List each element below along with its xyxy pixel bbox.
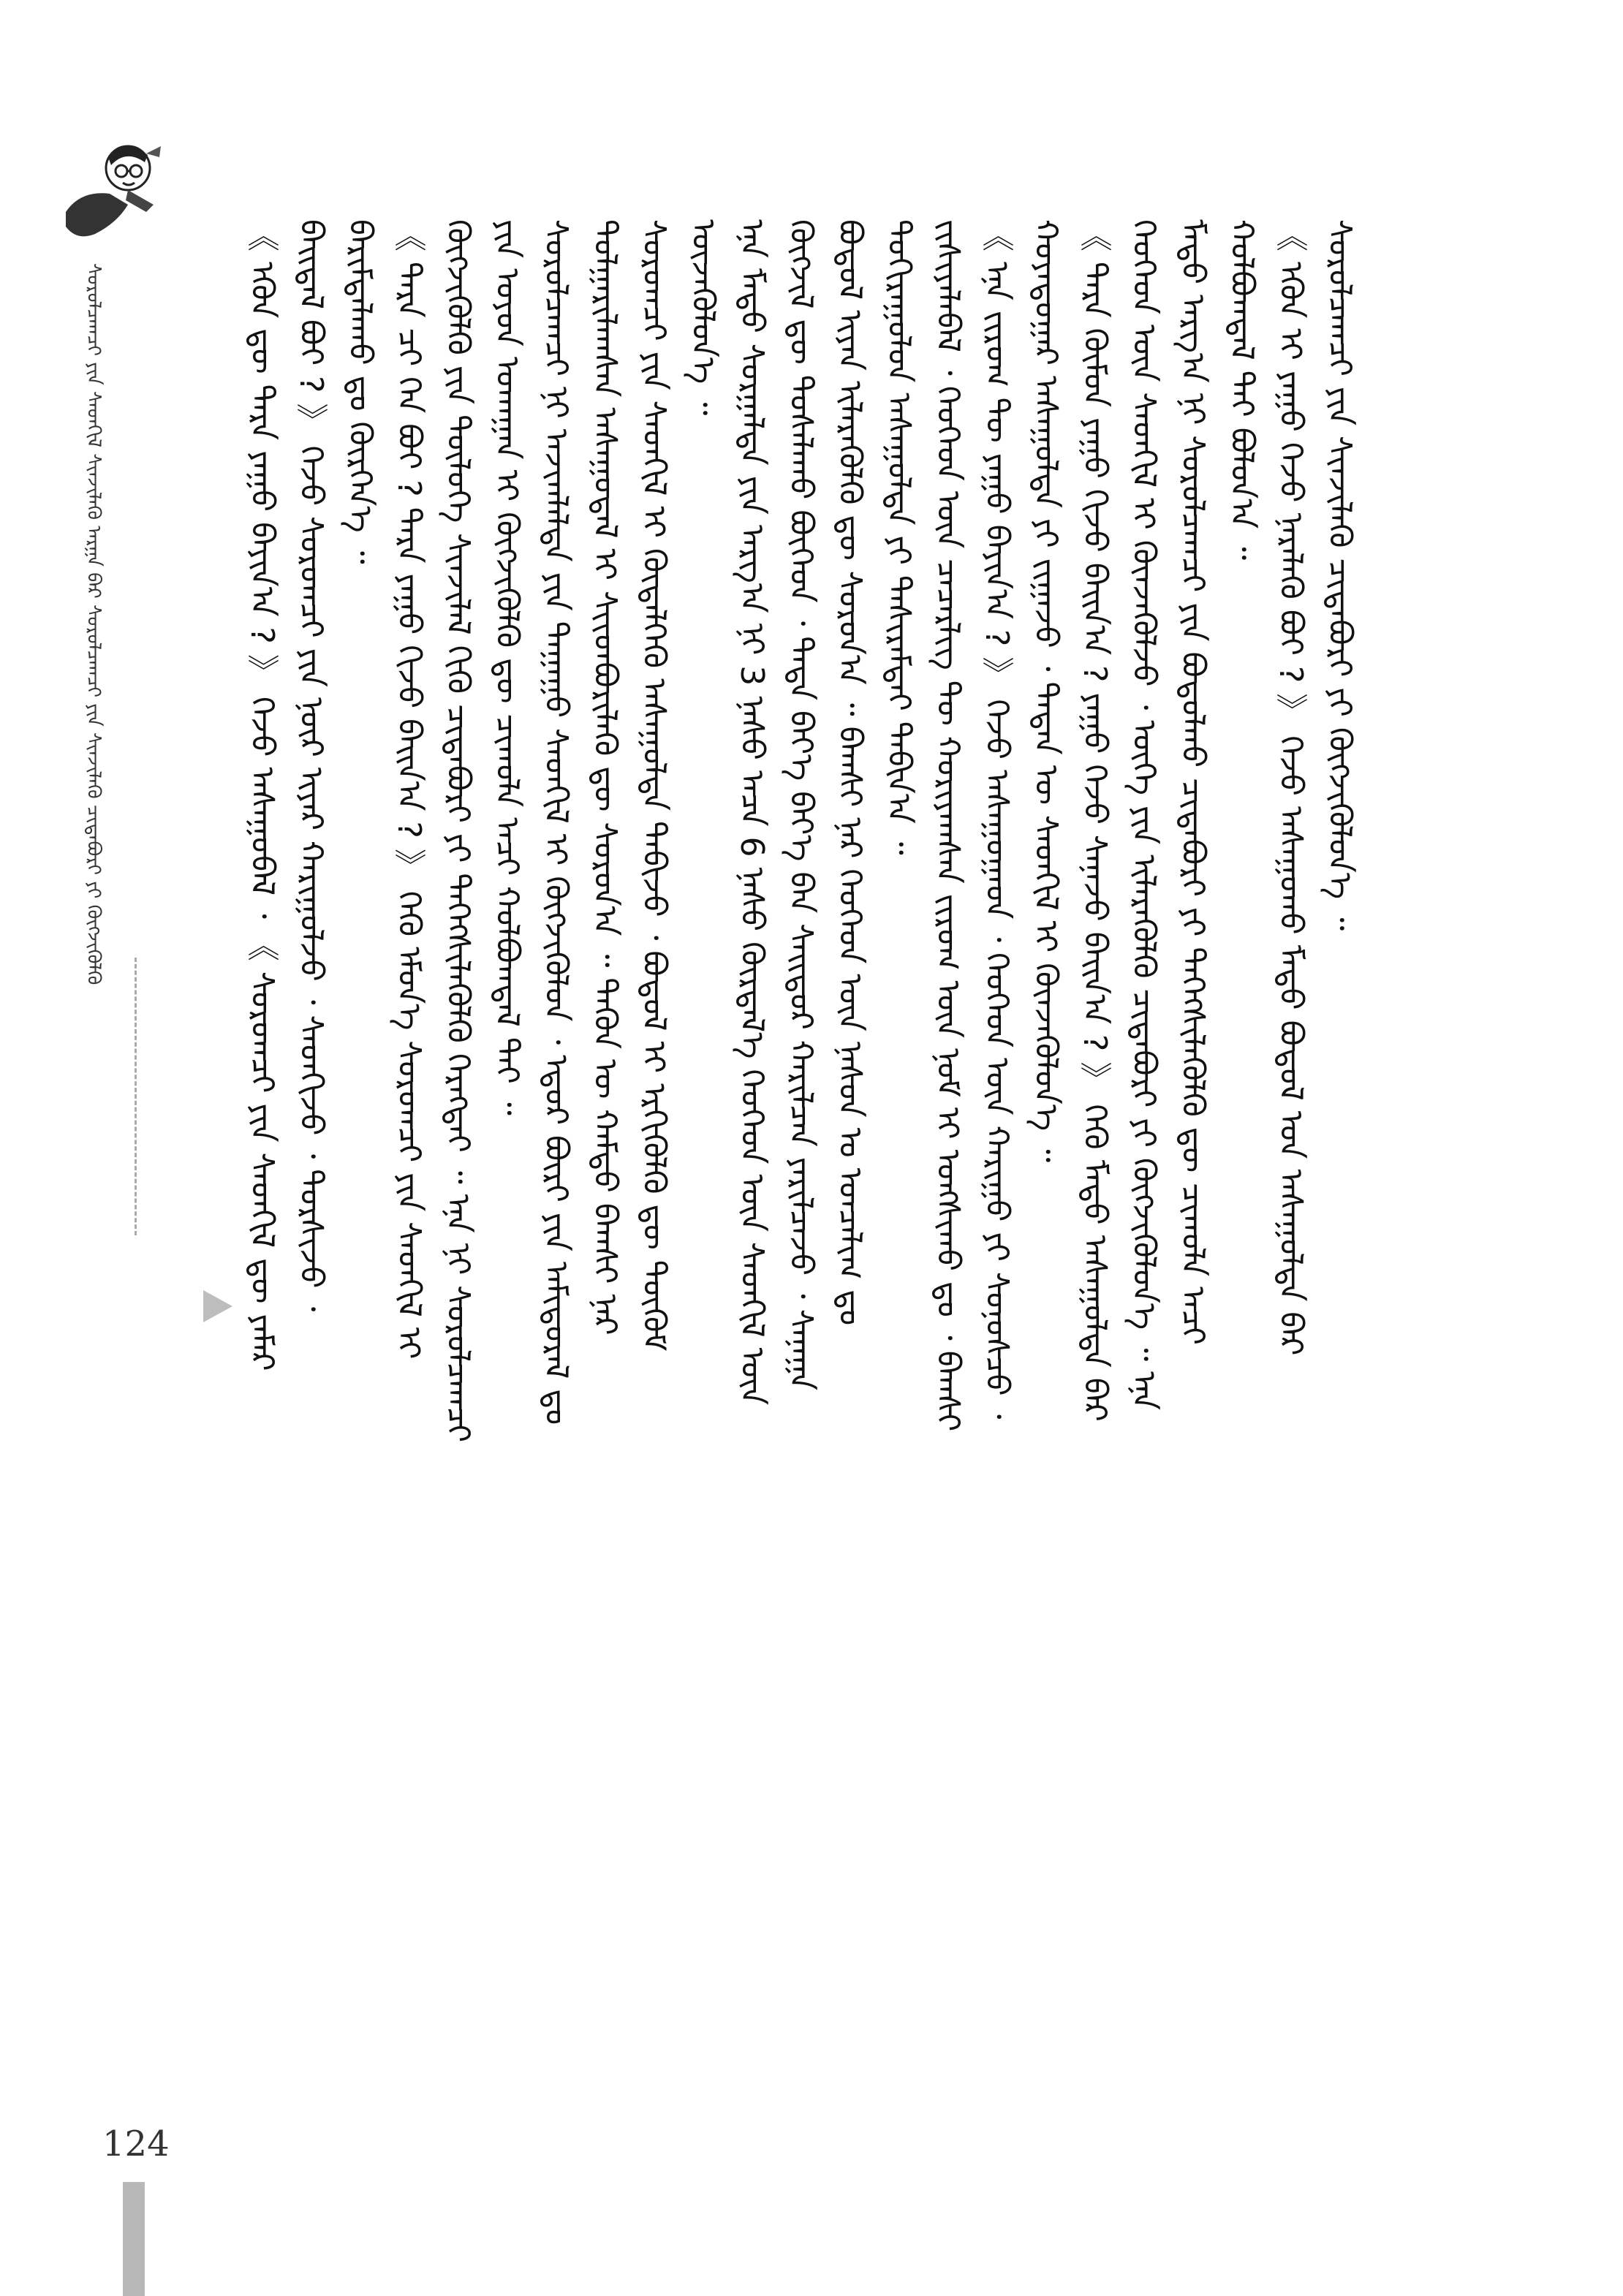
paragraph: 《 ᠡᠭᠦᠨ ᠳᠦ ᠲᠡᠷᠡ ᠶᠠᠭᠤ ᠪᠠᠶᠢᠨ᠎ᠠ ? 》 ᠭᠡᠵᠦ ᠠᠰᠠᠭᠤᠪᠠᠯ ᠂ 《 ᠰᠤᠷᠤᠭᠴᠢ ᠶᠢᠨ ᠰᠡᠳᠬᠢᠯ ᠳᠦ ᠶᠠᠮᠠᠷ ᠪᠠᠢᠳᠠᠯ ᠪᠤᠢ ? 》 ᠭᠡᠵᠦ ᠰᠤᠷᠤᠭᠴᠢ ᠶᠢᠨ ᠨᠦᠷ ᠢᠶᠡᠷ ᠬᠠᠷᠢᠭᠤᠯᠵᠤ ᠂ ᠰᠡᠳᠬᠢᠵᠦ ᠂ ᠲᠤᠷᠰᠢᠵᠤ ᠂ ᠪᠠᠷᠢᠮᠳᠠᠯᠠᠬᠤ ᠳᠤ ᠬᠦᠷᠭᠡᠨ᠎ᠡ ᠃ (243, 219, 379, 1371)
paragraph: ᠵᠢᠱᠢᠶᠡᠯᠡᠪᠡᠯ ᠂ ᠬᠡᠦᠬᠡᠳ ᠦᠨ ᠴᠡᠴᠡᠷᠯᠢᠭ ᠲᠦ ᠬᠤᠷᠢᠶᠠᠭᠰᠠᠨ ᠵᠢᠷᠤᠭ ᠦᠨ ᠨᠣᠮ ᠢ ᠤᠩᠰᠢᠬᠤ ᠳᠤ ᠂ ᠪᠠᠭᠰᠢ 《 ᠡᠨᠡ ᠵᠢᠷᠤᠭ ᠲᠦ ᠶᠠᠭᠤ ᠪᠠᠶᠢᠨ᠎ᠠ ? 》 ᠭᠡᠵᠦ ᠠᠰᠠᠭᠤᠭᠠᠳ ᠂ ᠬᠡᠦᠬᠡᠳ ᠦᠨ ᠬᠠᠷᠢᠭᠤ ᠶᠢ ᠰᠣᠨᠣᠰᠴᠤ ᠂ ᠬᠣᠶᠠᠳᠤᠭᠠᠷ ᠠᠰᠠᠭᠤᠯᠲᠠ ᠶᠢ ᠵᠢᠭᠠᠵᠤ ᠂ ᠲᠡᠳᠡᠨ ᠦ ᠰᠡᠳᠬᠢᠯ ᠢ ᠭᠦᠨᠵᠡᠭᠦᠯᠦᠨ᠎ᠡ ᠃ (929, 219, 1064, 1432)
paragraph: ᠡᠨᠡ ᠮᠡᠲᠦ ᠰᠤᠷᠭᠠᠯᠲᠠ ᠶᠢᠨ ᠠᠷᠭ᠎ᠠ ᠨᠢ 3 ᠨᠠᠰᠤ ᠠᠴᠠ 6 ᠨᠠᠰᠤ ᠬᠦᠷᠲᠡᠯ᠎ᠡ ᠬᠡᠦᠬᠡᠳ ᠦᠨ ᠰᠡᠳᠬᠢᠯ ᠦᠨ ᠬᠥᠭᠵᠢᠯ ᠳᠦ ᠲᠤᠰᠠᠯᠠᠬᠤ ᠪᠥᠭᠡᠳ ᠂ ᠲᠡᠳᠡ ᠪᠡᠶ᠎ᠡ ᠪᠡᠶ᠎ᠡ ᠪᠡᠨ ᠰᠠᠢᠲᠤᠷ ᠬᠠᠷᠢᠯᠴᠠᠨ ᠶᠠᠷᠢᠯᠴᠠᠵᠤ ᠂ ᠰᠠᠨᠠᠭᠠ ᠪᠤᠳᠤᠯ ᠢᠶᠠᠨ ᠢᠯᠡᠷᠡᠭᠦᠯᠬᠦ ᠳᠦ ᠰᠤᠷᠤᠨ᠎ᠠ ᠃ ᠪᠠᠭᠰᠢ ᠨᠠᠷ ᠬᠡᠦᠬᠡᠳ ᠦᠨ ᠨᠠᠰᠤᠨ ᠤ ᠣᠨᠴᠠᠯᠢᠭ ᠳᠤ ᠲᠣᠬᠢᠷᠠᠭᠤᠯᠤᠨ ᠠᠰᠠᠭᠤᠯᠲᠠ ᠶᠢ ᠳᠠᠰᠢᠷᠠᠮᠳᠠᠢ ᠲᠠᠪᠢᠨ᠎ᠠ ᠃ (733, 219, 918, 1406)
paragraph: 《 ᠲᠡᠷᠡ ᠬᠦᠮᠦᠨ ᠶᠠᠭᠤ ᠬᠢᠵᠦ ᠪᠠᠢᠨ᠎ᠠ ? ᠶᠠᠭᠤ ᠭᠡᠵᠦ ᠰᠠᠨᠠᠵᠤ ᠪᠠᠢᠨ᠎ᠠ ? 》 ᠭᠡᠬᠦ ᠮᠡᠲᠦ ᠠᠰᠠᠭᠤᠯᠲᠠ ᠪᠠᠷ ᠬᠡᠦᠬᠡᠳ ᠦᠨ ᠰᠡᠳᠬᠢᠯ ᠢ ᠭᠦᠨᠵᠡᠭᠦᠯᠵᠦ ᠂ ᠦᠭᠡ ᠶᠢᠨ ᠢᠯᠡᠷᠡᠭᠦᠯᠬᠦ ᠴᠢᠳᠠᠪᠤᠷᠢ ᠶᠢ ᠬᠥᠭᠵᠢᠭᠦᠯᠦᠨ᠎ᠡ ᠃ ᠡᠨᠡ ᠮᠡᠲᠦ ᠠᠷᠭ᠎ᠠ ᠨᠢ ᠰᠤᠷᠤᠯᠴᠠᠭᠴᠢ ᠶᠢᠨ ᠪᠤᠳᠤᠯᠬᠤ ᠴᠢᠳᠠᠪᠤᠷᠢ ᠶᠢ ᠳᠡᠭᠡᠭᠰᠢᠯᠡᠭᠦᠯᠬᠦ ᠳᠦ ᠴᠢᠬᠤᠯᠠ ᠠᠴᠢ ᠬᠣᠯᠪᠣᠭᠳᠠᠯ ᠲᠠᠢ ᠪᠣᠯᠤᠨ᠎ᠠ ᠃ (1076, 219, 1260, 1422)
mascot-illustration (58, 124, 168, 249)
paragraph: 《 ᠡᠭᠦᠨ ᠢ ᠶᠠᠭᠤ ᠭᠡᠵᠦ ᠨᠡᠷᠡᠯᠡᠬᠦ ᠪᠤᠢ ? 》 ᠭᠡᠵᠦ ᠠᠰᠠᠭᠤᠬᠤ ᠮᠡᠲᠦ ᠪᠤᠳᠤᠯ ᠤᠨ ᠠᠰᠠᠭᠤᠯᠲᠠ ᠪᠠᠷ ᠰᠤᠷᠤᠯᠴᠠᠭᠴᠢ ᠶᠢᠨ ᠰᠢᠨᠵᠢᠯᠡᠬᠦ ᠴᠢᠳᠠᠪᠤᠷᠢ ᠶᠢ ᠬᠥᠭᠵᠢᠭᠦᠯᠦᠨ᠎ᠡ ᠃ (1272, 219, 1358, 1356)
running-header (58, 154, 168, 1338)
dashed-divider (135, 958, 137, 1235)
running-title: ᠰᠤᠷᠤᠯᠴᠠᠭᠴᠢ ᠶᠢᠨ ᠰᠡᠳᠬᠢᠯ ᠰᠢᠨᠵᠢᠯᠡᠬᠦ ᠠᠷᠭᠠ ᠪᠠᠷ ᠰᠤᠷᠤᠯᠴᠠᠭᠴᠢ ᠶᠢᠨ ᠰᠢᠨᠵᠢᠯᠡᠬᠦ ᠴᠢᠳᠠᠪᠤᠷᠢ ᠶᠢ ᠬᠥᠭᠵᠢᠭᠦᠯᠬᠦ (83, 263, 105, 985)
paragraph: ᠰᠤᠷᠤᠯᠴᠠᠭᠴᠢ ᠨᠢ ᠠᠵᠢᠭᠯᠠᠯᠲᠠ ᠶᠢᠨ ᠳᠠᠭᠠᠭᠤ ᠰᠡᠳᠬᠢᠯ ᠢ ᠬᠥᠭᠵᠢᠭᠦᠯᠦᠨ ᠂ ᠡᠳᠦᠷ ᠪᠦᠷᠢ ᠶᠢᠨ ᠠᠮᠢᠳᠤᠷᠠᠯ ᠳᠤ ᠲᠤᠯᠭᠠᠷᠢᠯᠠᠭᠰᠠᠨ ᠠᠰᠠᠭᠤᠳᠠᠯ ᠢ ᠰᠢᠢᠳᠪᠦᠷᠢᠯᠡᠬᠦ ᠳᠦ ᠰᠤᠷᠤᠨ᠎ᠠ ᠃ ᠲᠡᠭᠦᠨ ᠦ ᠬᠠᠮᠲᠤ ᠪᠠᠭᠰᠢ ᠨᠠᠷ ᠰᠤᠷᠤᠭᠴᠢ ᠶᠢᠨ ᠰᠡᠳᠬᠢᠯ ᠢ ᠬᠥᠳᠡᠯᠭᠡᠬᠦ ᠠᠰᠠᠭᠤᠯᠲᠠ ᠲᠠᠪᠢᠵᠤ ᠂ ᠪᠤᠳᠤᠯ ᠢ ᠡᠷᠭᠢᠭᠦᠯᠬᠦ ᠳᠦ ᠳᠥᠭᠦᠮ ᠦᠵᠡᠭᠦᠯᠦᠨ᠎ᠡ ᠃ (537, 219, 722, 1425)
body-text (238, 219, 1407, 1462)
page-edge-tab (123, 2182, 145, 2296)
paragraph: 《 ᠲᠡᠷᠡ ᠴᠢ ᠬᠡᠨ ᠪᠤᠢ ? ᠲᠡᠷᠡ ᠶᠠᠭᠤ ᠬᠢᠵᠦ ᠪᠠᠢᠨ᠎ᠠ ? 》 ᠭᠡᠬᠦ ᠡᠮᠦᠨ᠎ᠡ ᠰᠤᠷᠤᠭᠴᠢ ᠶᠢᠨ ᠰᠡᠳᠬᠢᠯ ᠢ ᠬᠥᠭᠵᠢᠭᠦᠯᠬᠦ ᠶᠢᠨ ᠲᠥᠯᠦᠭᠡ ᠰᠢᠨᠵᠢᠯᠡᠯ ᠬᠢᠬᠦ ᠴᠢᠳᠠᠪᠤᠷᠢ ᠶᠢ ᠳᠡᠭᠡᠭᠰᠢᠯᠡᠭᠦᠯᠬᠦ ᠬᠡᠷᠡᠭᠲᠡᠢ ᠃ ᠡᠨᠡ ᠨᠢ ᠰᠤᠷᠤᠯᠴᠠᠭᠴᠢ ᠶᠢᠨ ᠤᠶᠤᠨ ᠤᠬᠠᠭᠠᠨ ᠢ ᠬᠥᠭᠵᠢᠭᠦᠯᠬᠦ ᠳᠦ ᠴᠢᠬᠤᠯᠠ ᠠᠴᠢ ᠬᠣᠯᠪᠣᠭᠳᠠᠯ ᠲᠠᠢ ᠃ (390, 219, 526, 1443)
page-number: 124 (102, 2123, 170, 2164)
triangle-arrow-icon (203, 1290, 232, 1322)
